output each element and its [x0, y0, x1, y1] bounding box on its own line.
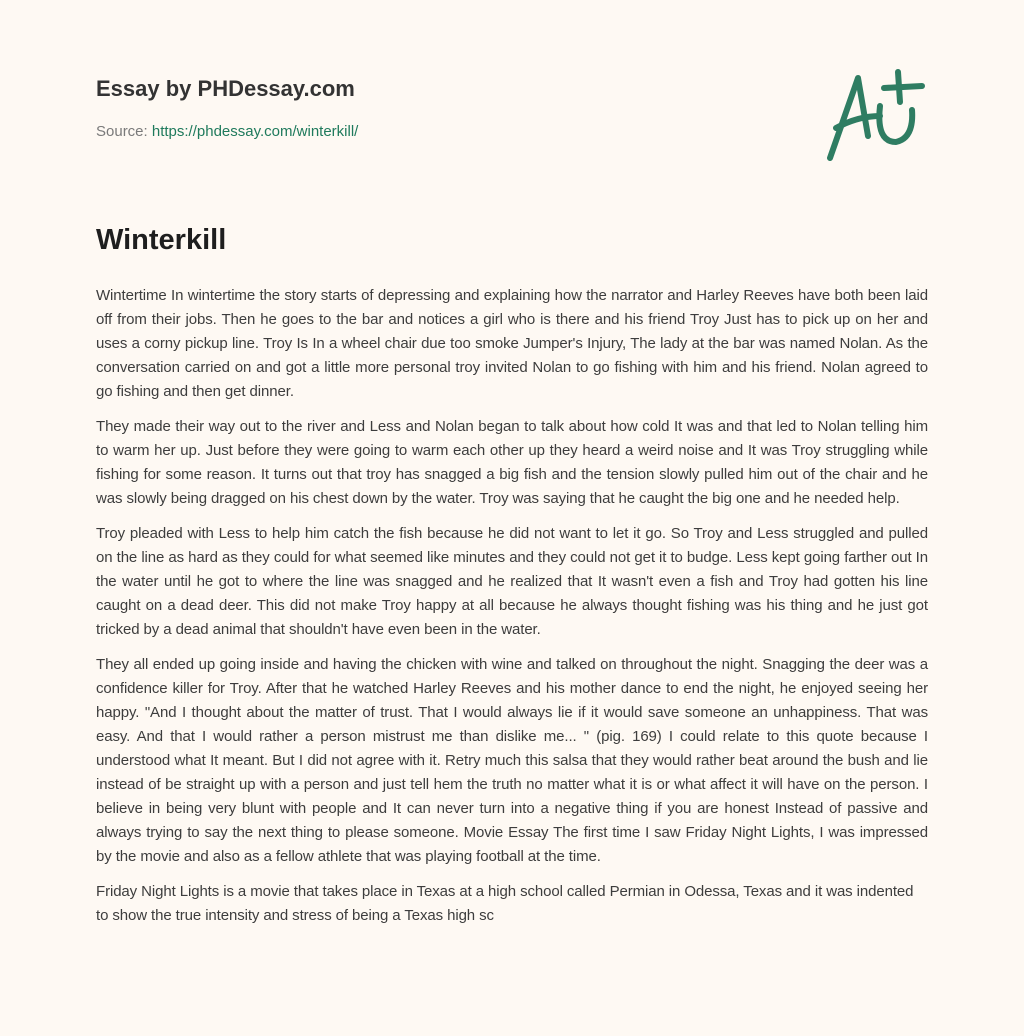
- site-title: Essay by PHDessay.com: [96, 76, 355, 101]
- essay-paragraph: They made their way out to the river and Less and Nolan began to talk about how cold It was and that led to Nolan telling him to warm her up. Just before they were going to warm each other up they heard a weird noise and It was Troy struggling while fishing for some reason. It turns out that troy has snagged a big fish and the tension slowly pulled him out of the chair and he was slowly being dragged on his chest down by the water. Troy was saying that he caught the big one and he needed help.: [96, 418, 928, 507]
- essay-title: Winterkill: [96, 224, 227, 256]
- essay-body: [96, 284, 928, 939]
- essay-paragraph: They all ended up going inside and having the chicken with wine and talked on throughout the night. Snagging the deer was a confidence killer for Troy. After that he watched Harley Reeves and his mother dance to end the night, he enjoyed seeing her happy. "And I thought about the matter of trust. That I would always lie if it would save someone an unhappiness. That was easy. And that I would rather a person mistrust me than dislike me... " (pig. 169) I could relate to this quote because I understood what It meant. But I did not agree with it. Retry much this salsa that they would rather beat around the bush and lie instead of be straight up with a person and just tell hem the truth no matter what it is or what affect it will have on the person. I believe in being very blunt with people and It can never turn into a negative thing if you are honest Instead of passive and always trying to say the next thing to please someone. Movie Essay The first time I saw Friday Night Lights, I was impressed by the movie and also as a fellow athlete that was playing football at the time.: [96, 656, 928, 865]
- essay-paragraph: Wintertime In wintertime the story starts of depressing and explaining how the narrator and Harley Reeves have both been laid off from their jobs. Then he goes to the bar and notices a girl who is there and his friend Troy Just has to pick up on her and uses a corny pickup line. Troy Is In a wheel chair due too smoke Jumper's Injury, The lady at the bar was named Nolan. As the conversation carried on and got a little more personal troy invited Nolan to go fishing with him and his friend. Nolan agreed to go fishing and then get dinner.: [96, 287, 928, 400]
- a-plus-logo-icon: [818, 66, 928, 166]
- essay-paragraph: Friday Night Lights is a movie that takes place in Texas at a high school called Permian in Odessa, Texas and it was indented to show the true intensity and stress of being a Texas high sc: [96, 883, 914, 924]
- source-link[interactable]: https://phdessay.com/winterkill/: [151, 123, 359, 140]
- essay-paragraph: Troy pleaded with Less to help him catch the fish because he did not want to let it go. So Troy and Less struggled and pulled on the line as hard as they could for what seemed like minutes and they could not get it to budge. Less kept going farther out In the water until he got to where the line was snagged and he realized that It wasn't even a fish and Troy had gotten his line caught on a dead deer. This did not make Troy happy at all because he always thought fishing was his thing and he just got tricked by a dead animal that shouldn't have even been in the water.: [96, 525, 928, 638]
- source-label: Source:: [96, 123, 148, 140]
- source-line: [96, 123, 358, 140]
